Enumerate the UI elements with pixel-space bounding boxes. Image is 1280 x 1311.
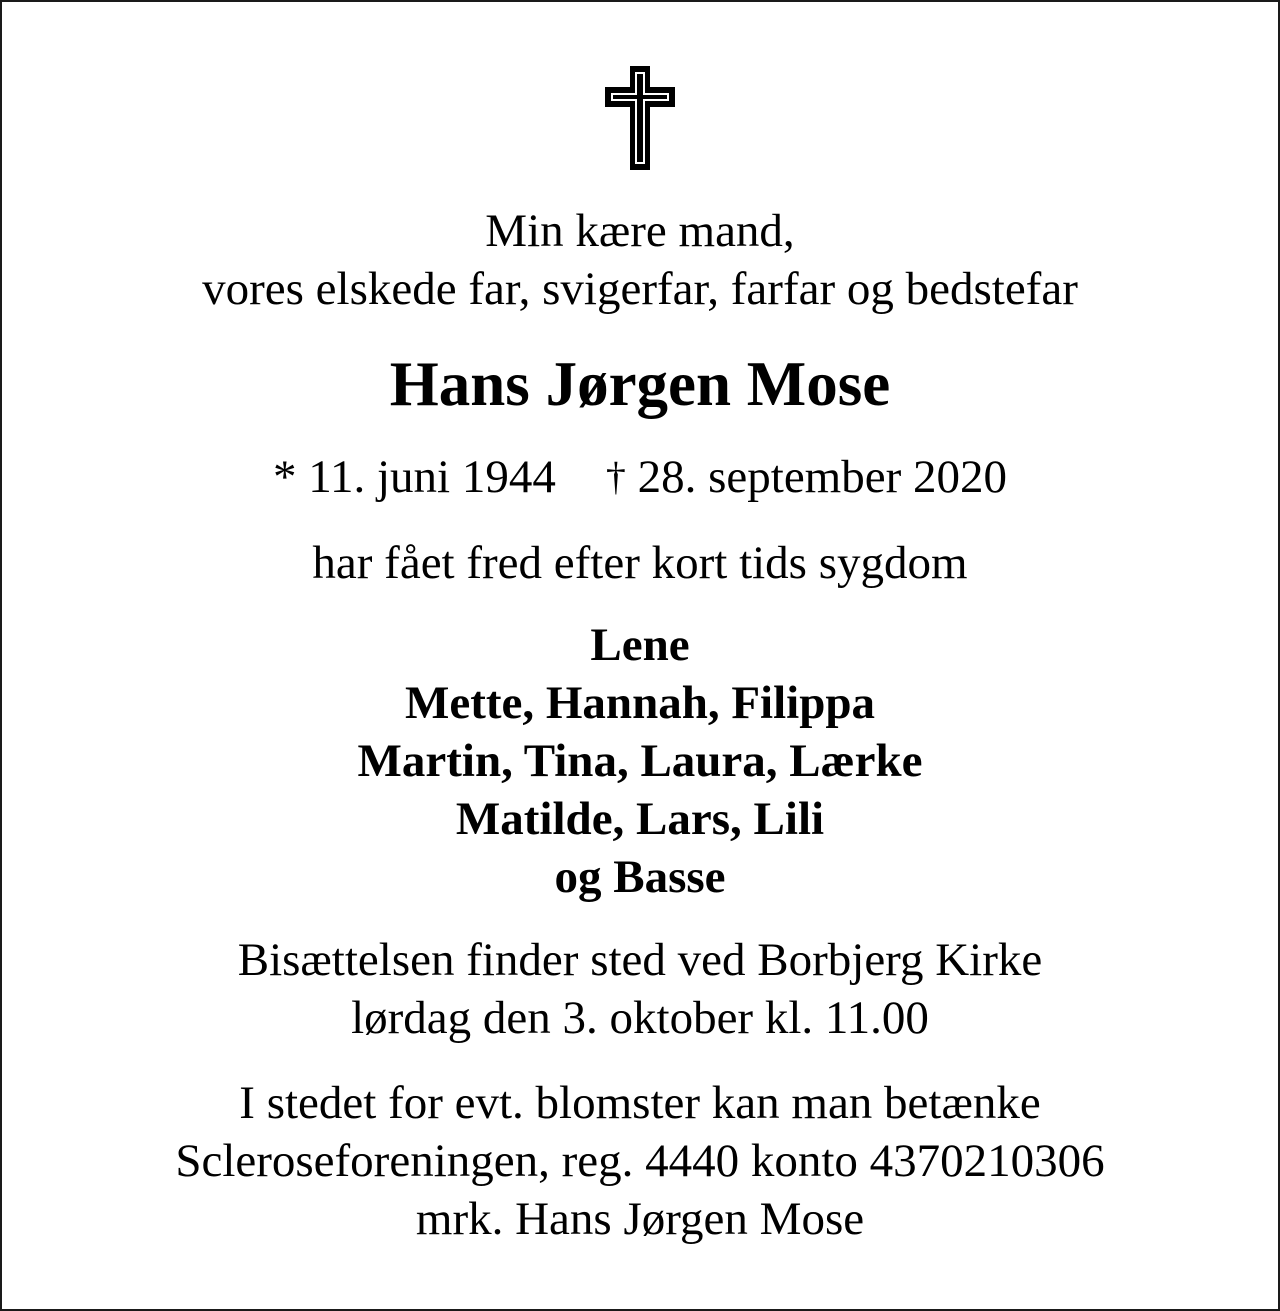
death-date: 28. september 2020: [637, 451, 1007, 503]
intro-line-2: vores elskede far, svigerfar, farfar og bedstefar: [202, 263, 1078, 315]
family-line: Mette, Hannah, Filippa: [404, 677, 876, 729]
donation-line-2: Scleroseforeningen, reg. 4440 konto 4370210306: [175, 1135, 1105, 1187]
donation-line-1: I stedet for evt. blomster kan man betænke: [239, 1077, 1041, 1129]
family-line: Martin, Tina, Laura, Lærke: [357, 735, 923, 787]
death-symbol: †: [605, 454, 626, 499]
peace-message: har fået fred efter kort tids sygdom: [312, 537, 968, 589]
birth-date: 11. juni 1944: [308, 451, 556, 503]
deceased-name: Hans Jørgen Mose: [389, 349, 891, 419]
funeral-line-2: lørdag den 3. oktober kl. 11.00: [351, 992, 929, 1044]
family-line: og Basse: [554, 851, 726, 903]
family-line: Lene: [590, 619, 690, 671]
family-line: Matilde, Lars, Lili: [455, 793, 825, 845]
donation-line-3: mrk. Hans Jørgen Mose: [415, 1193, 865, 1245]
birth-symbol: *: [272, 451, 297, 503]
cross-icon: [603, 64, 677, 172]
life-dates: [2, 451, 1278, 503]
cross-symbol: [2, 64, 1278, 172]
intro-line-1: Min kære mand,: [485, 205, 795, 257]
funeral-line-1: Bisættelsen finder sted ved Borbjerg Kirke: [237, 934, 1043, 986]
